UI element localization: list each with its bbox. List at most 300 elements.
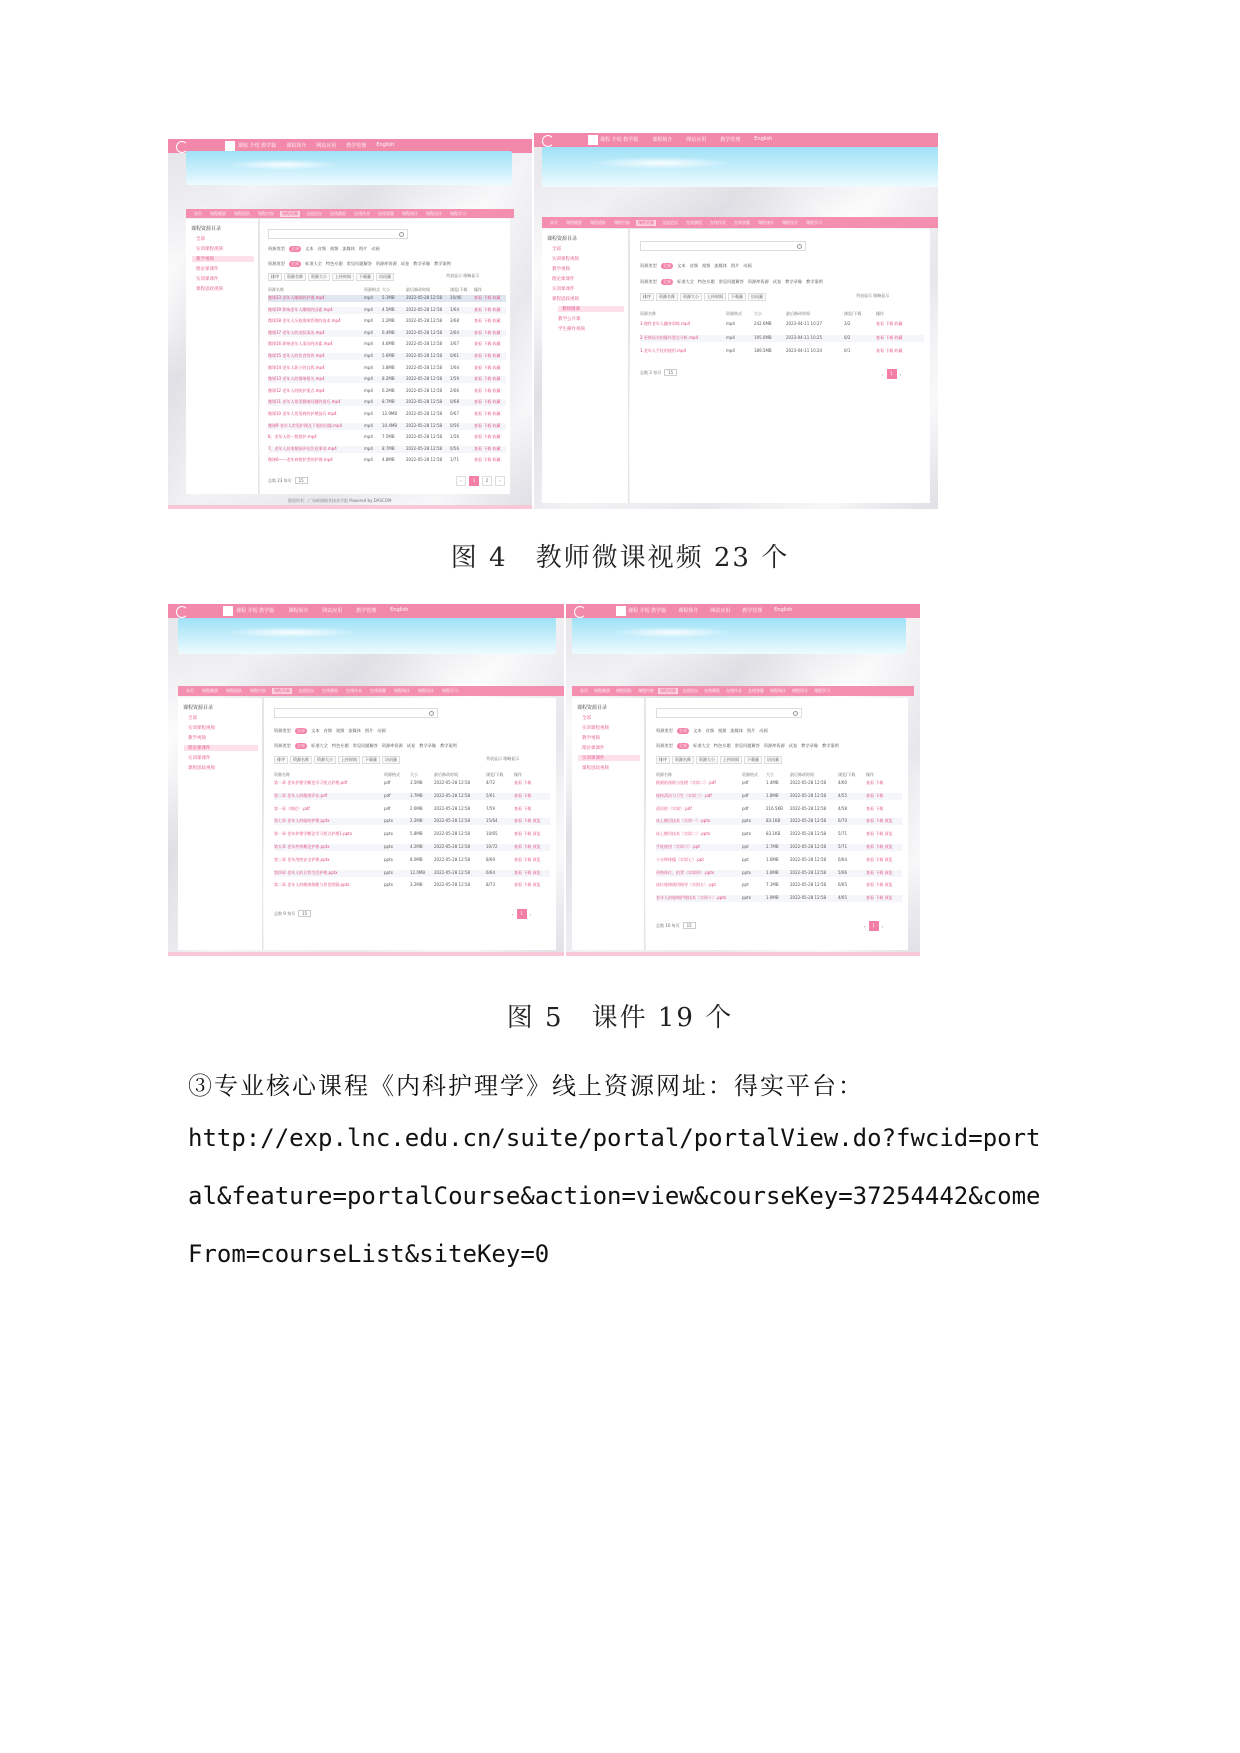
sidebar-item-training-slides[interactable]: 实训课课件 xyxy=(578,755,640,761)
site-logo-icon xyxy=(574,606,586,618)
attr-cases[interactable]: 教学案例 xyxy=(433,261,451,266)
resource-actions[interactable]: 查看 下载 收藏 xyxy=(474,306,501,312)
search-input[interactable] xyxy=(268,229,408,239)
resource-size: 2.6MB xyxy=(410,805,423,811)
table-row xyxy=(656,780,902,787)
main-nav: 首页 课程概要 课程团队 课程内容 课程资源 交流论坛 在线测验 在线作业 在线答疑 课程统计 课程设计 课程学习 xyxy=(178,686,564,696)
resource-format: mp4 xyxy=(364,457,373,463)
resource-size: 5.8MB xyxy=(410,831,423,837)
topbar-teach-manage[interactable]: 教学管理 xyxy=(346,143,367,149)
resource-actions[interactable]: 查看 下载 收藏 xyxy=(474,422,501,428)
resource-format: mp4 xyxy=(364,364,373,370)
resource-actions[interactable]: 查看 下载 收藏 xyxy=(876,348,903,353)
resource-modified: 2022-05-28 12:58 xyxy=(790,869,827,875)
resource-views: 0/56 xyxy=(450,422,459,428)
paragraph-url-line-3: From=courseList&siteKey=0 xyxy=(188,1240,550,1268)
resource-size: 1.6MB xyxy=(766,856,779,862)
filter-stream[interactable]: 流媒体 xyxy=(342,246,355,251)
resource-actions[interactable]: 查看 下载 预览 xyxy=(866,895,893,901)
resource-name-link[interactable]: 第一章（绪论）.pdf xyxy=(274,805,310,811)
sort-downloads-button[interactable]: 下载量 xyxy=(356,273,374,281)
resource-format: mp4 xyxy=(364,306,373,312)
resource-sidebar: 课程资源目录 全部 实训课程视频 教学视频 理论课课件 实训课课件 课程思政视频 xyxy=(572,698,645,950)
filter-audio[interactable]: 音频 xyxy=(317,246,326,251)
table-row xyxy=(656,882,902,889)
avatar xyxy=(225,141,235,151)
top-bar: 课程 介绍 教学篇 课程简介 网站应用 教学管理 English xyxy=(566,604,920,618)
attr-faq[interactable]: 常见问题解答 xyxy=(346,261,372,266)
resource-name-link[interactable]: 微课12 老年人的防护重点.mp4 xyxy=(268,387,325,393)
resource-name-link[interactable]: 更换体位、拍背（实训四）.pptx xyxy=(656,869,715,875)
resource-name-link[interactable]: 8、老年人的一般照护.mp4 xyxy=(268,434,317,440)
sidebar-item-training-video[interactable]: 实训课程视频 xyxy=(196,247,223,252)
resource-size: 6.4MB xyxy=(382,329,395,335)
table-row xyxy=(268,318,506,325)
resource-actions[interactable]: 查看 下载 收藏 xyxy=(474,341,501,347)
nav-content[interactable]: 课程内容 xyxy=(258,210,274,216)
resource-actions[interactable]: 查看 下载 预览 xyxy=(514,869,541,875)
page-2-button[interactable]: 2 xyxy=(482,476,492,486)
resource-views: 8/73 xyxy=(486,882,495,888)
table-row xyxy=(640,348,924,355)
resource-name-link[interactable]: 2.更换尿布的操作要点分析.mp4 xyxy=(640,334,699,340)
nav-forum[interactable]: 交流论坛 xyxy=(306,210,322,216)
filter-all[interactable]: 全部 xyxy=(290,246,300,251)
resource-format: pptx xyxy=(742,895,752,901)
sidebar-item-teacher-microcourse[interactable]: 教师微课 xyxy=(558,306,624,312)
table-row xyxy=(640,321,924,328)
resource-views: 5/71 xyxy=(838,844,847,849)
resource-format: mp4 xyxy=(364,318,373,324)
avatar xyxy=(588,135,598,145)
resource-views: 1/64 xyxy=(450,306,459,312)
topbar-course-intro[interactable]: 课程 介绍 教学篇 xyxy=(238,143,277,149)
resource-name-link[interactable]: 第二章 老年人的健康评估.pdf xyxy=(274,792,328,798)
resource-format: mp4 xyxy=(364,422,373,428)
nav-quiz[interactable]: 在线测验 xyxy=(330,210,346,216)
resource-views: 2/64 xyxy=(450,329,459,335)
resource-modified: 2022-05-28 12:58 xyxy=(434,792,471,798)
top-bar xyxy=(534,133,938,147)
filter-type-row: 资源类型 全部 文本 音频 视频 流媒体 图片 动画 xyxy=(640,263,752,268)
search-input[interactable] xyxy=(656,708,802,718)
resource-modified: 2022-05-28 12:58 xyxy=(434,818,471,824)
resource-actions[interactable]: 查看 下载 xyxy=(514,805,532,811)
resource-format: pptx xyxy=(384,818,394,824)
resource-views: 5/66 xyxy=(838,869,847,875)
resource-views: 1/59 xyxy=(450,376,459,382)
paragraph-url-line-2: al&feature=portalCourse&action=view&courseKey=37254442&come xyxy=(188,1182,1041,1210)
resource-format: pptx xyxy=(742,818,752,824)
resource-actions[interactable]: 查看 下载 预览 xyxy=(866,869,893,875)
resource-views: 10/65 xyxy=(486,831,498,837)
course-banner xyxy=(572,618,906,654)
resource-actions[interactable]: 查看 下载 收藏 xyxy=(876,334,903,340)
nav-qa[interactable]: 在线答疑 xyxy=(378,210,394,216)
page-buttons: ‹ 1 › xyxy=(882,369,901,379)
resource-name-link[interactable]: 床上擦浴技术（实训二）.pptx xyxy=(656,831,711,837)
resource-modified: 2023-04-11 10:25 xyxy=(786,334,823,340)
attr-all[interactable]: 全部 xyxy=(290,261,300,266)
figure4-caption: 图 4 教师微课视频 23 个 xyxy=(450,543,790,573)
resource-size: 5.6MB xyxy=(382,353,395,358)
resource-size: 8.7MB xyxy=(382,399,395,405)
resource-format: pptx xyxy=(384,856,394,862)
resource-actions[interactable]: 查看 下载 预览 xyxy=(866,818,893,824)
figure4-left-screenshot xyxy=(168,139,532,509)
page-size-select[interactable]: 15 xyxy=(295,477,308,484)
resource-views: 6/65 xyxy=(838,882,847,888)
resource-modified: 2022-05-28 12:58 xyxy=(790,882,827,888)
resource-views: 4/58 xyxy=(838,805,847,811)
resource-modified: 2022-05-28 12:58 xyxy=(790,856,827,862)
filter-video[interactable]: 视频 xyxy=(329,246,339,251)
table-row xyxy=(274,818,550,825)
resource-actions[interactable]: 查看 下载 预览 xyxy=(514,882,541,888)
resource-modified: 2022-05-28 12:58 xyxy=(406,318,443,324)
resource-modified: 2022-05-28 12:58 xyxy=(406,445,443,451)
resource-size: 8.0MB xyxy=(410,856,423,862)
sidebar-title: 课程资源目录 xyxy=(191,226,222,232)
resource-size: 7.5MB xyxy=(382,434,395,440)
resource-modified: 2022-05-28 12:58 xyxy=(434,780,471,785)
table-row xyxy=(274,780,550,787)
resource-name-link[interactable]: 第二章 老年人的健康保健与养老照顾.pptx xyxy=(274,882,350,888)
paragraph-line-1: ③专业核心课程《内科护理学》线上资源网址：得实平台： xyxy=(188,1072,864,1100)
resource-views: 0/67 xyxy=(450,411,459,416)
resource-size: 1.4MB xyxy=(766,780,779,785)
table-row xyxy=(656,895,902,902)
resource-name-link[interactable]: 微课10 老年人常见病的护理技巧.mp4 xyxy=(268,411,337,416)
resource-name-link[interactable]: 第三章 老年用药安全护理.pptx xyxy=(274,856,330,862)
table-row xyxy=(268,307,506,314)
resource-name-link[interactable]: 微课17 老年人的皮肤清洁.mp4 xyxy=(268,329,325,335)
resource-actions[interactable]: 查看 下载 预览 xyxy=(514,856,541,862)
resource-modified: 2022-05-28 12:58 xyxy=(434,844,471,849)
resource-actions[interactable]: 查看 下载 收藏 xyxy=(876,321,903,326)
resource-name-link[interactable]: 床位轮椅使用指导（实训五）.ppt xyxy=(656,882,716,888)
resource-modified: 2022-05-28 12:58 xyxy=(406,295,443,300)
nav-overview[interactable]: 课程概要 xyxy=(210,210,226,216)
resource-format: mp4 xyxy=(364,434,373,440)
resource-views: 6/64 xyxy=(486,869,495,875)
table-row xyxy=(268,434,506,441)
resource-size: 8.2MB xyxy=(382,376,395,382)
resource-actions[interactable]: 查看 下载 xyxy=(514,780,532,785)
resource-sidebar xyxy=(186,219,259,494)
prev-page-button[interactable]: ‹ xyxy=(456,476,466,486)
resource-actions[interactable]: 查看 下载 收藏 xyxy=(474,399,501,405)
attr-standards[interactable]: 标准大全 xyxy=(305,261,322,266)
resource-views: 8/69 xyxy=(486,856,495,862)
nav-homework[interactable]: 在线作业 xyxy=(354,210,370,216)
resource-modified: 2022-05-28 12:58 xyxy=(790,844,827,849)
resource-name-link[interactable]: 微课6——老年病照护者的护理.mp4 xyxy=(268,457,333,463)
resource-sidebar: 课程资源目录 全部 实训课程视频 教学视频 理论课课件 实训课课件 课程思政视频 xyxy=(178,698,263,950)
table-row xyxy=(268,330,506,337)
resource-modified: 2022-05-28 12:58 xyxy=(406,376,443,382)
sort-label: 排序 xyxy=(268,273,282,281)
resource-actions[interactable]: 查看 下载 收藏 xyxy=(474,295,501,300)
table-row xyxy=(268,457,506,464)
resource-format: mp4 xyxy=(364,445,373,451)
resource-name-link[interactable]: 微课18 老年人压疮溃疡管理的技术.mp4 xyxy=(268,318,341,324)
resource-size: 83.1KB xyxy=(766,818,781,824)
resource-modified: 2023-04-11 10:27 xyxy=(786,321,823,326)
table-row xyxy=(274,844,550,851)
resource-modified: 2023-04-11 10:24 xyxy=(786,348,823,353)
resource-views: 3/2 xyxy=(844,321,851,326)
resource-views: 7/59 xyxy=(486,805,495,811)
resource-modified: 2022-05-28 12:58 xyxy=(434,856,471,862)
resource-name-link[interactable]: 第五章 老年疾病概论护理.pptx xyxy=(274,844,330,849)
sidebar-item-ideology-video[interactable]: 课程思政视频 xyxy=(196,287,223,292)
course-banner xyxy=(186,151,512,185)
avatar xyxy=(616,606,626,616)
resource-name-link[interactable]: 7、老年人居家照顾评估注意事项.mp4 xyxy=(268,445,337,451)
resource-views: 4/72 xyxy=(486,780,495,785)
table-row xyxy=(268,353,506,360)
resource-actions[interactable]: 查看 下载 收藏 xyxy=(474,457,501,463)
nav-study[interactable]: 课程学习 xyxy=(450,210,466,216)
table-row xyxy=(268,388,506,395)
table-row xyxy=(656,818,902,825)
resource-actions[interactable]: 查看 下载 收藏 xyxy=(474,329,501,335)
topbar-site-apps[interactable]: 网站应用 xyxy=(316,143,337,149)
resource-modified: 2022-05-28 12:58 xyxy=(406,364,443,370)
sidebar-item-teaching-video[interactable]: 教学视频 xyxy=(192,256,254,262)
resource-actions[interactable]: 查看 下载 收藏 xyxy=(474,434,501,440)
resource-modified: 2022-05-28 12:58 xyxy=(406,329,443,335)
table-row xyxy=(640,335,924,342)
resource-actions[interactable]: 查看 下载 预览 xyxy=(866,831,893,837)
resource-actions[interactable]: 查看 下载 预览 xyxy=(866,882,893,888)
resource-size: 3.7MB xyxy=(410,792,423,798)
table-row xyxy=(656,806,902,813)
attr-exams[interactable]: 试卷 xyxy=(400,261,410,266)
sort-visits-button[interactable]: 访问量 xyxy=(376,273,394,281)
resource-name-link[interactable]: 跌倒的预防与处理（实训二）.pdf xyxy=(656,780,716,785)
nav-stats[interactable]: 课程统计 xyxy=(402,210,418,216)
resource-actions[interactable]: 查看 下载 收藏 xyxy=(474,411,501,416)
resource-size: 12.0MB xyxy=(410,869,426,875)
resource-format: pdf xyxy=(384,780,391,785)
resource-size: 4.5MB xyxy=(382,306,395,312)
pager: 总数 3 每页 15 xyxy=(640,369,677,376)
table-row xyxy=(268,446,506,453)
resource-views: 0/61 xyxy=(450,353,459,358)
resource-name-link[interactable]: 微课14 老年人影子的自我.mp4 xyxy=(268,364,325,370)
filter-image[interactable]: 图片 xyxy=(358,246,368,251)
table-row xyxy=(274,831,550,838)
topbar-course-summary[interactable]: 课程简介 xyxy=(286,143,307,149)
resource-format: mp4 xyxy=(364,329,373,335)
resource-size: 3.2MB xyxy=(410,882,423,888)
resource-format: mp4 xyxy=(364,411,373,416)
resource-name-link[interactable]: 第四章 老年人的日常生活护理.pptx xyxy=(274,869,338,875)
resource-actions[interactable]: 查看 下载 收藏 xyxy=(474,376,501,382)
resource-actions[interactable]: 查看 下载 预览 xyxy=(514,818,541,824)
table-row xyxy=(656,831,902,838)
resource-name-link[interactable]: 第七章 老年人的临终护理.pptx xyxy=(274,818,330,824)
resource-actions[interactable]: 查看 下载 收藏 xyxy=(474,318,501,324)
filter-animation[interactable]: 动画 xyxy=(371,246,380,251)
sidebar-item-training-slides[interactable]: 实训课课件 xyxy=(196,277,219,282)
resource-actions[interactable]: 查看 下载 xyxy=(866,805,884,811)
view-toggle[interactable]: 列表显示 缩略显示 xyxy=(446,273,480,278)
sidebar-item-all[interactable]: 全部 xyxy=(196,237,205,242)
resource-size: 195.0MB xyxy=(754,334,772,340)
sidebar-item-theory-slides[interactable]: 理论课课件 xyxy=(184,745,258,751)
site-logo-icon xyxy=(542,135,554,147)
resource-content: 资源类型 全部 文本 音频 视频 流媒体 图片 动画 资源类型 全部 标准大全 特色专题 常见问题解答 资源库资源 试卷 教学录像 教学案例 排序 资源名称 资源大小 上传时间 下载量 访问量 列表显示 缩略显示 资源名称 资源格式 大小 最后修改时间 浏览/下载 操作 第一章 老年护理学概论学习要点护理.pdf pdf 3.5MB 2022-05-28 12:58 4/72 查看 下载 第二章 老年人的健康评估.pdf pdf 3.7MB 2022-05-28 12:58 5/61 查看 下载 第一章（绪论）.pdf pdf 2.6MB 2022-05-28 12:58 7/59 查看 下载 第七章 老年人的临终护理.pptx pptx 2.2MB 2022-05-28 12:58 15/64 查看 下载 预览 第一章 老年护理学概论学习要点护理1.pptx pptx 5.8MB 2022-05-28 12:58 10/65 查看 下载 预览 第五章 老年疾病概论护理.pptx pptx 4.2MB 2022-05-28 12:58 10/72 查看 下载 预览 第三章 老年用药安全护理.pptx pptx 8.0MB 2022-05-28 12:58 8/69 查看 下载 预览 第四章 老年人的日常生活护理.pptx pptx 12.0MB 2022-05-28 12:58 6/64 查看 下载 预览 第二章 老年人的健康保健与养老照顾.pptx pptx 3.2MB 2022-05-28 12:58 8/73 查看 下载 预览 总数 9 每页 15 ‹ 1 › xyxy=(264,698,556,950)
resource-actions[interactable]: 查看 下载 xyxy=(514,792,532,798)
nav-design[interactable]: 课程设计 xyxy=(426,210,442,216)
resource-views: 0/1 xyxy=(844,348,851,353)
resource-views: 2/66 xyxy=(450,387,459,393)
resource-actions[interactable]: 查看 下载 xyxy=(866,792,884,798)
bottom-band xyxy=(168,505,532,509)
resource-views: 15/64 xyxy=(486,818,498,824)
resource-name-link[interactable]: 微课15 老年人的饮食营养.mp4 xyxy=(268,353,325,358)
resource-content: 资源类型 全部 文本 音频 视频 流媒体 图片 动画 资源类型 全部 标准大全 特色专题 常见问题解答 资源库资源 试卷 教学录像 教学案例 排序 资源名称 资源大小 上传时间 下载量 访问量 资源名称 资源格式 大小 最后修改时间 浏览/下载 操作 跌倒的预防与处理（实训二）.pdf pdf 1.4MB 2022-05-28 12:58 4/60 查看 下载 保持清洁与卫生（实训三）.pdf pdf 1.8MB 2022-05-28 12:58 4/55 查看 下载 清洁的（实训）.pdf pdf 216.5KB 2022-05-28 12:58 4/58 查看 下载 床上擦浴技术（实训一）.pptx pptx 83.1KB 2022-05-28 12:58 6/70 查看 下载 预览 床上擦浴技术（实训二）.pptx pptx 83.1KB 2022-05-28 12:58 5/71 查看 下载 预览 手杖使用（实训六）.ppt ppt 2.7MB 2022-05-28 12:58 5/71 查看 下载 预览 十分钟体操（实训七）.ppt ppt 1.6MB 2022-05-28 12:58 6/64 查看 下载 预览 更换体位、拍背（实训四）.pptx pptx 1.6MB 2022-05-28 12:58 5/66 查看 下载 预览 床位轮椅使用指导（实训五）.ppt ppt 7.1MB 2022-05-28 12:58 6/65 查看 下载 预览 老年人的轮椅护理技术（实训十）.pptx pptx 1.9MB 2022-05-28 12:58 4/65 查看 下载 预览 总数 10 每页 15 ‹ 1 › xyxy=(646,698,908,950)
attr-recordings[interactable]: 教学录像 xyxy=(413,261,430,266)
footer-copyright: 版权所有：广东岭南职业技术学院 Powered by DASCOM xyxy=(288,498,392,503)
resource-views: 0/2 xyxy=(844,334,851,340)
resource-modified: 2022-05-28 12:58 xyxy=(406,353,443,358)
figure4-right-screenshot xyxy=(534,133,938,509)
resource-actions[interactable]: 查看 下载 xyxy=(866,780,884,785)
course-banner xyxy=(178,618,556,654)
resource-name-link[interactable]: 1.老年人手杖的使用.mp4 xyxy=(640,348,687,353)
sort-row xyxy=(268,273,394,281)
resource-modified: 2022-05-28 12:58 xyxy=(406,399,443,405)
resource-format: pdf xyxy=(384,792,391,798)
resource-name-link[interactable]: 手杖使用（实训六）.ppt xyxy=(656,844,700,849)
resource-size: 1.8MB xyxy=(766,792,779,798)
resource-format: pptx xyxy=(384,882,394,888)
table-row xyxy=(268,411,506,418)
resource-name-link[interactable]: 床上擦浴技术（实训一）.pptx xyxy=(656,818,711,824)
resource-views: 1/64 xyxy=(450,364,459,370)
sort-size-button[interactable]: 资源大小 xyxy=(308,273,330,281)
page-1-button[interactable]: 1 xyxy=(469,476,479,486)
resource-content: 资源类型 全部 文本 音频 视频 流媒体 图片 动画 资源类型 全部 标准大全 特色专题 常见问题解答 资源库资源 试卷 教学录像 教学案例 排序 资源名称 资源大小 上传时间 下载量 访问量 列表显示 缩略显示 资源名称 资源格式 大小 最后修改时间 浏览/下载 操作 3.慢性老年人翻身训练.mp4 mp4 242.6MB 2023-04-11 10:27 3/2 查看 下载 收藏 2.更换尿布的操作要点分析.mp4 mp4 195.0MB 2023-04-11 10:25 0/2 查看 下载 收藏 1.老年人手杖的使用.mp4 mp4 189.5MB 2023-04-11 10:24 0/1 查看 下载 收藏 总数 3 每页 15 ‹ 1 › xyxy=(630,229,930,503)
next-page-button[interactable]: › xyxy=(495,476,505,486)
topbar-english[interactable]: English xyxy=(376,142,395,148)
sort-time-button[interactable]: 上传时间 xyxy=(332,273,354,281)
resource-actions[interactable]: 查看 下载 收藏 xyxy=(474,445,501,451)
search-input[interactable] xyxy=(274,708,438,718)
resource-format: mp4 xyxy=(364,295,373,300)
resource-size: 1.6MB xyxy=(766,869,779,875)
resource-size: 189.5MB xyxy=(754,348,772,353)
resource-name-link[interactable]: 十分钟体操（实训七）.ppt xyxy=(656,856,704,862)
filter-attr-row: 资源类型 全部 标准大全 特色专题 常见问题解答 资源库资源 试卷 教学录像 教学案例 xyxy=(640,279,823,284)
resource-size: 2.2MB xyxy=(410,818,423,824)
resource-format: pdf xyxy=(384,805,391,811)
filter-text[interactable]: 文本 xyxy=(305,246,314,251)
resource-name-link[interactable]: 微课9 老年人常见护理及下肢的问题.mp4 xyxy=(268,422,343,428)
resource-views: 5/61 xyxy=(486,792,495,798)
resource-name-link[interactable]: 微课11 老年人常见健康问题的技巧.mp4 xyxy=(268,399,341,405)
resource-actions[interactable]: 查看 下载 收藏 xyxy=(474,353,501,358)
resource-views: 10/46 xyxy=(450,295,462,300)
search-input[interactable] xyxy=(640,241,806,251)
figure5-left-screenshot xyxy=(168,604,564,956)
resource-name-link[interactable]: 第一章 老年护理学概论学习要点护理1.pptx xyxy=(274,831,353,837)
resource-views: 10/72 xyxy=(486,844,498,849)
resource-format: mp4 xyxy=(364,387,373,393)
resource-size: 1.9MB xyxy=(766,895,779,901)
resource-modified: 2022-05-28 12:58 xyxy=(406,422,443,428)
resource-modified: 2022-05-28 12:58 xyxy=(790,805,827,811)
resource-format: pdf xyxy=(742,780,749,785)
avatar xyxy=(223,606,233,616)
resource-name-link[interactable]: 清洁的（实训）.pdf xyxy=(656,805,692,811)
resource-format: mp4 xyxy=(726,348,735,353)
resource-actions[interactable]: 查看 下载 预览 xyxy=(866,844,893,849)
resource-name-link[interactable]: 老年人的轮椅护理技术（实训十）.pptx xyxy=(656,895,727,901)
paragraph-url-line-1: http://exp.lnc.edu.cn/suite/portal/portalView.do?fwcid=port xyxy=(188,1124,1041,1152)
resource-size: 2.7MB xyxy=(766,844,779,849)
resource-format: mp4 xyxy=(364,341,373,347)
resource-name-link[interactable]: 微课13 老年人的情绪相关.mp4 xyxy=(268,376,325,382)
filter-type-row: 资源类型 全部 文本 音频 视频 流媒体 图片 动画 xyxy=(268,246,380,251)
resource-size: 83.1KB xyxy=(766,831,781,837)
resource-name-link[interactable]: 3.慢性老年人翻身训练.mp4 xyxy=(640,321,691,326)
resource-size: 2.2MB xyxy=(382,318,395,324)
resource-modified: 2022-05-28 12:58 xyxy=(406,434,443,440)
attr-topics[interactable]: 特色专题 xyxy=(325,261,343,266)
resource-name-link[interactable]: 微课23 老年人睡眠的护理.mp4 xyxy=(268,295,325,300)
resource-format: ppt xyxy=(742,844,749,849)
resource-name-link[interactable]: 微课19 影响老年人睡眠的因素.mp4 xyxy=(268,306,333,312)
resource-size: 4.6MB xyxy=(382,341,395,347)
resource-views: 3/68 xyxy=(450,318,459,324)
resource-actions[interactable]: 查看 下载 收藏 xyxy=(474,364,501,370)
nav-home[interactable]: 首页 xyxy=(194,210,202,216)
table-row xyxy=(268,365,506,372)
resource-name-link[interactable]: 微课16 影响老年人清洁的因素.mp4 xyxy=(268,341,333,347)
sidebar-item-theory-slides[interactable]: 理论课课件 xyxy=(196,267,219,272)
table-row xyxy=(274,793,550,800)
attr-repo[interactable]: 资源库资源 xyxy=(375,261,397,266)
table-row xyxy=(268,295,506,302)
resource-sidebar: 课程资源目录 全部 实训课程视频 教学视频 理论课课件 实训课课件 课程思政视频 教师微课 教学公开课 学生操作视频 xyxy=(542,229,629,503)
resource-actions[interactable]: 查看 下载 预览 xyxy=(514,844,541,849)
nav-resources[interactable]: 课程资源 xyxy=(282,210,298,216)
top-bar: 课程 介绍 教学篇 课程简介 网站应用 教学管理 English xyxy=(168,604,564,618)
main-nav xyxy=(186,209,514,218)
resource-actions[interactable]: 查看 下载 预览 xyxy=(514,831,541,837)
resource-format: mp4 xyxy=(364,376,373,382)
table-row xyxy=(268,423,506,430)
resource-views: 3/67 xyxy=(450,341,459,347)
pager: 总数 23 每页 15 xyxy=(268,477,308,484)
sort-name-button[interactable]: 资源名称 xyxy=(284,273,306,281)
resource-format: mp4 xyxy=(364,353,373,358)
resource-format: pdf xyxy=(742,792,749,798)
resource-name-link[interactable]: 保持清洁与卫生（实训三）.pdf xyxy=(656,792,712,798)
resource-views: 1/56 xyxy=(450,434,459,440)
resource-name-link[interactable]: 第一章 老年护理学概论学习要点护理.pdf xyxy=(274,780,348,785)
resource-actions[interactable]: 查看 下载 预览 xyxy=(866,856,893,862)
nav-team[interactable]: 课程团队 xyxy=(234,210,250,216)
resource-content: 资源类型 全部 文本 音频 视频 流媒体 图片 动画 资源类型 全部 标准大全 特色专题 常见问题解答 资源库资源 试卷 教学录像 教学案例 排序 资源名称 资源大小 上传时间 下载量 访问量 列表显示 缩略显示 资源名称 资源格式 大小 最后修改时间 浏览/下载 操作 微课23 老年人睡眠的护理.mp4 mp4 5.1MB 2022-05-28 12:58 10/46 查看 下载 收藏 微课19 影响老年人睡眠的因素.mp4 mp4 4.5MB 2022-05-28 12:58 1/64 查看 下载 收藏 微课18 老年人压疮溃疡管理的技术.mp4 mp4 2.2MB 2022-05-28 12:58 3/68 查看 下载 收藏 微课17 老年人的皮肤清洁.mp4 mp4 6.4MB 2022-05-28 12:58 2/64 查看 下载 收藏 微课16 影响老年人清洁的因素.mp4 mp4 4.6MB 2022-05-28 12:58 3/67 查看 下载 收藏 微课15 老年人的饮食营养.mp4 mp4 5.6MB 2022-05-28 12:58 0/61 查看 下载 收藏 微课14 老年人影子的自我.mp4 mp4 3.8MB 2022-05-28 12:58 1/64 查看 下载 收藏 微课13 老年人的情绪相关.mp4 mp4 8.2MB 2022-05-28 12:58 1/59 查看 下载 收藏 微课12 老年人的防护重点.mp4 mp4 6.2MB 2022-05-28 12:58 2/66 查看 下载 收藏 微课11 老年人常见健康问题的技巧.mp4 mp4 8.7MB 2022-05-28 12:58 0/68 查看 下载 收藏 微课10 老年人常见病的护理技巧.mp4 mp4 12.9MB 2022-05-28 12:58 0/67 查看 下载 收藏 微课9 老年人常见护理及下肢的问题.mp4 mp4 10.4MB 2022-05-28 12:58 0/56 查看 下载 收藏 8、老年人的一般照护.mp4 mp4 7.5MB 2022-05-28 12:58 1/56 查看 下载 收藏 7、老年人居家照顾评估注意事项.mp4 mp4 8.7MB 2022-05-28 12:58 0/56 查看 下载 收藏 微课6——老年病照护者的护理.mp4 mp4 4.8MB 2022-05-28 12:58 1/71 查看 下载 收藏 总数 23 每页 15 ‹ 1 2 › xyxy=(260,219,510,494)
resource-actions[interactable]: 查看 下载 收藏 xyxy=(474,387,501,393)
resource-views: 4/65 xyxy=(838,895,847,901)
